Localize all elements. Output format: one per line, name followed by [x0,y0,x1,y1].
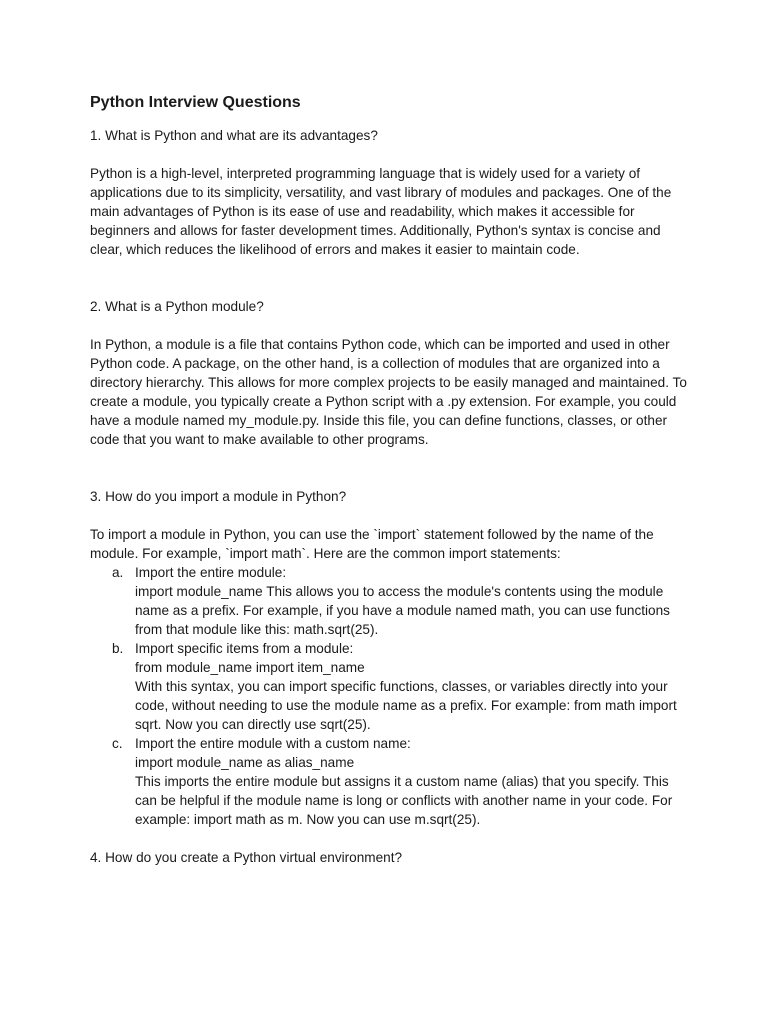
answer-1: Python is a high-level, interpreted programming language that is widely used for a variety of applications due to its simplicity, versatility, and vast library of modules and packages. One of the main advantages of Python is its ease of use and readability, which makes it accessible for beginners and allows for faster development times. Additionally, Python's syntax is concise and clear, which reduces the likelihood of errors and makes it easier to maintain code. [90,166,672,257]
list-item-heading: Import specific items from a module: [135,641,354,656]
answer-2: In Python, a module is a file that contains Python code, which can be imported and used in other Python code. A package, on the other hand, is a collection of modules that are organized into a directory hierarchy. This allows for more complex projects to be easily managed and maintained. To create a module, you typically create a Python script with a .py extension. For example, you could have a module named my_module.py. Inside this file, you can define functions, classes, or other code that you want to make available to other programs. [90,337,687,447]
list-marker: c. [112,736,123,751]
list-item-syntax: from module_name import item_name [135,660,365,675]
list-item-text: import module_name This allows you to access the module's contents using the module name as a prefix. For example, if you have a module named math, you can use functions from that module like this: math.sqrt(25). [135,584,670,637]
document-title: Python Interview Questions [90,94,301,111]
list-item-heading: Import the entire module with a custom name: [135,736,411,751]
list-item-text: With this syntax, you can import specific functions, classes, or variables directly into your code, without needing to use the module name as a prefix. For example: from math import sqrt. Now you can directly use sqrt(25). [135,679,677,732]
list-item [90,734,690,829]
question-3: 3. How do you import a module in Python? [90,489,347,504]
answer-3: To import a module in Python, you can use the `import` statement followed by the name of the module. For example, `import math`. Here are the common import statements: [90,527,654,561]
question-4: 4. How do you create a Python virtual environment? [90,850,403,865]
question-2: 2. What is a Python module? [90,299,264,314]
list-item [90,639,690,734]
question-1: 1. What is Python and what are its advantages? [90,128,378,143]
list-item-heading: Import the entire module: [135,565,287,580]
list-marker: a. [112,565,124,580]
list-item [90,563,690,639]
list-marker: b. [112,641,124,656]
list-item-text: This imports the entire module but assigns it a custom name (alias) that you specify. This can be helpful if the module name is long or conflicts with another name in your code. For example: import math as m. Now you can use m.sqrt(25). [135,774,673,827]
document-page [90,92,690,867]
import-options-list [90,563,690,829]
list-item-syntax: import module_name as alias_name [135,755,355,770]
